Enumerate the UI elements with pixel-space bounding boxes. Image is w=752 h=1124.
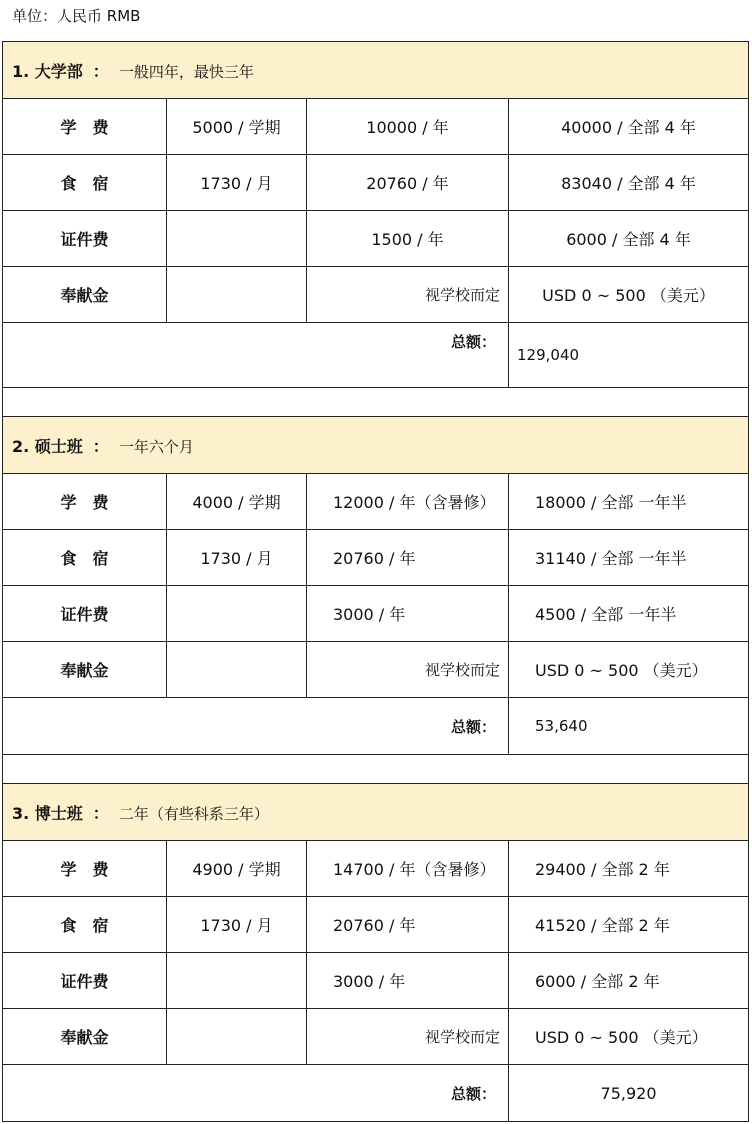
per-term-cell (167, 953, 307, 1009)
row-label: 奉献金 (3, 267, 167, 323)
row-label: 学 费 (3, 841, 167, 897)
total-cell: 18000 / 全部 一年半 (509, 474, 749, 530)
per-year-cell: 视学校而定 (307, 267, 509, 323)
total-label: 总额： (3, 1065, 509, 1122)
per-term-cell (167, 1009, 307, 1065)
total-label: 总额： (3, 323, 509, 388)
table-row (3, 897, 749, 953)
section-separator: ： (92, 61, 109, 81)
section-spacer (3, 388, 749, 417)
total-label: 总额： (3, 698, 509, 755)
section-header (3, 784, 749, 841)
total-value: 129,040 (509, 323, 749, 388)
total-value: 53,640 (509, 698, 749, 755)
total-cell: 41520 / 全部 2 年 (509, 897, 749, 953)
row-label: 食 宿 (3, 897, 167, 953)
per-term-cell: 5000 / 学期 (167, 99, 307, 155)
per-term-cell (167, 586, 307, 642)
row-label: 奉献金 (3, 642, 167, 698)
section-subtitle: 一年六个月 (118, 437, 194, 456)
table-row (3, 99, 749, 155)
per-term-cell: 4000 / 学期 (167, 474, 307, 530)
per-term-cell (167, 211, 307, 267)
section-spacer (3, 755, 749, 784)
section-separator: ： (92, 803, 109, 823)
section-title: 1. 大学部 (12, 61, 83, 81)
section-header (3, 417, 749, 474)
per-year-cell: 10000 / 年 (307, 99, 509, 155)
section-header (3, 42, 749, 99)
table-row (3, 642, 749, 698)
per-year-cell: 1500 / 年 (307, 211, 509, 267)
row-label: 证件费 (3, 211, 167, 267)
per-term-cell (167, 267, 307, 323)
total-cell: 6000 / 全部 4 年 (509, 211, 749, 267)
total-cell: 29400 / 全部 2 年 (509, 841, 749, 897)
table-row (3, 953, 749, 1009)
per-year-cell: 20760 / 年 (307, 897, 509, 953)
total-cell: 6000 / 全部 2 年 (509, 953, 749, 1009)
total-row (3, 1065, 749, 1122)
table-row (3, 474, 749, 530)
row-label: 学 费 (3, 474, 167, 530)
per-term-cell: 1730 / 月 (167, 530, 307, 586)
table-row (3, 267, 749, 323)
section-subtitle: 一般四年，最快三年 (118, 62, 254, 81)
table-row (3, 586, 749, 642)
per-year-cell: 3000 / 年 (307, 586, 509, 642)
table-row (3, 530, 749, 586)
total-row (3, 323, 749, 388)
section-title: 2. 硕士班 (12, 436, 83, 456)
per-term-cell (167, 642, 307, 698)
per-term-cell: 4900 / 学期 (167, 841, 307, 897)
row-label: 食 宿 (3, 530, 167, 586)
section-title: 3. 博士班 (12, 803, 83, 823)
total-value: 75,920 (509, 1065, 749, 1122)
per-term-cell: 1730 / 月 (167, 897, 307, 953)
total-cell: USD 0 ~ 500 （美元） (509, 267, 749, 323)
total-cell: USD 0 ~ 500 （美元） (509, 642, 749, 698)
row-label: 奉献金 (3, 1009, 167, 1065)
per-year-cell: 视学校而定 (307, 1009, 509, 1065)
table-row (3, 1009, 749, 1065)
row-label: 学 费 (3, 99, 167, 155)
row-label: 证件费 (3, 953, 167, 1009)
table-row (3, 841, 749, 897)
per-year-cell: 12000 / 年（含暑修） (307, 474, 509, 530)
section-subtitle: 二年（有些科系三年） (118, 804, 269, 823)
per-year-cell: 20760 / 年 (307, 530, 509, 586)
row-label: 证件费 (3, 586, 167, 642)
section-separator: ： (92, 436, 109, 456)
per-year-cell: 20760 / 年 (307, 155, 509, 211)
total-cell: 40000 / 全部 4 年 (509, 99, 749, 155)
per-year-cell: 视学校而定 (307, 642, 509, 698)
fee-table (2, 41, 749, 1122)
total-cell: 83040 / 全部 4 年 (509, 155, 749, 211)
total-cell: 31140 / 全部 一年半 (509, 530, 749, 586)
per-year-cell: 14700 / 年（含暑修） (307, 841, 509, 897)
row-label: 食 宿 (3, 155, 167, 211)
table-row (3, 155, 749, 211)
total-cell: 4500 / 全部 一年半 (509, 586, 749, 642)
per-term-cell: 1730 / 月 (167, 155, 307, 211)
total-row (3, 698, 749, 755)
table-row (3, 211, 749, 267)
unit-label: 单位：人民币 RMB (12, 7, 141, 25)
per-year-cell: 3000 / 年 (307, 953, 509, 1009)
total-cell: USD 0 ~ 500 （美元） (509, 1009, 749, 1065)
